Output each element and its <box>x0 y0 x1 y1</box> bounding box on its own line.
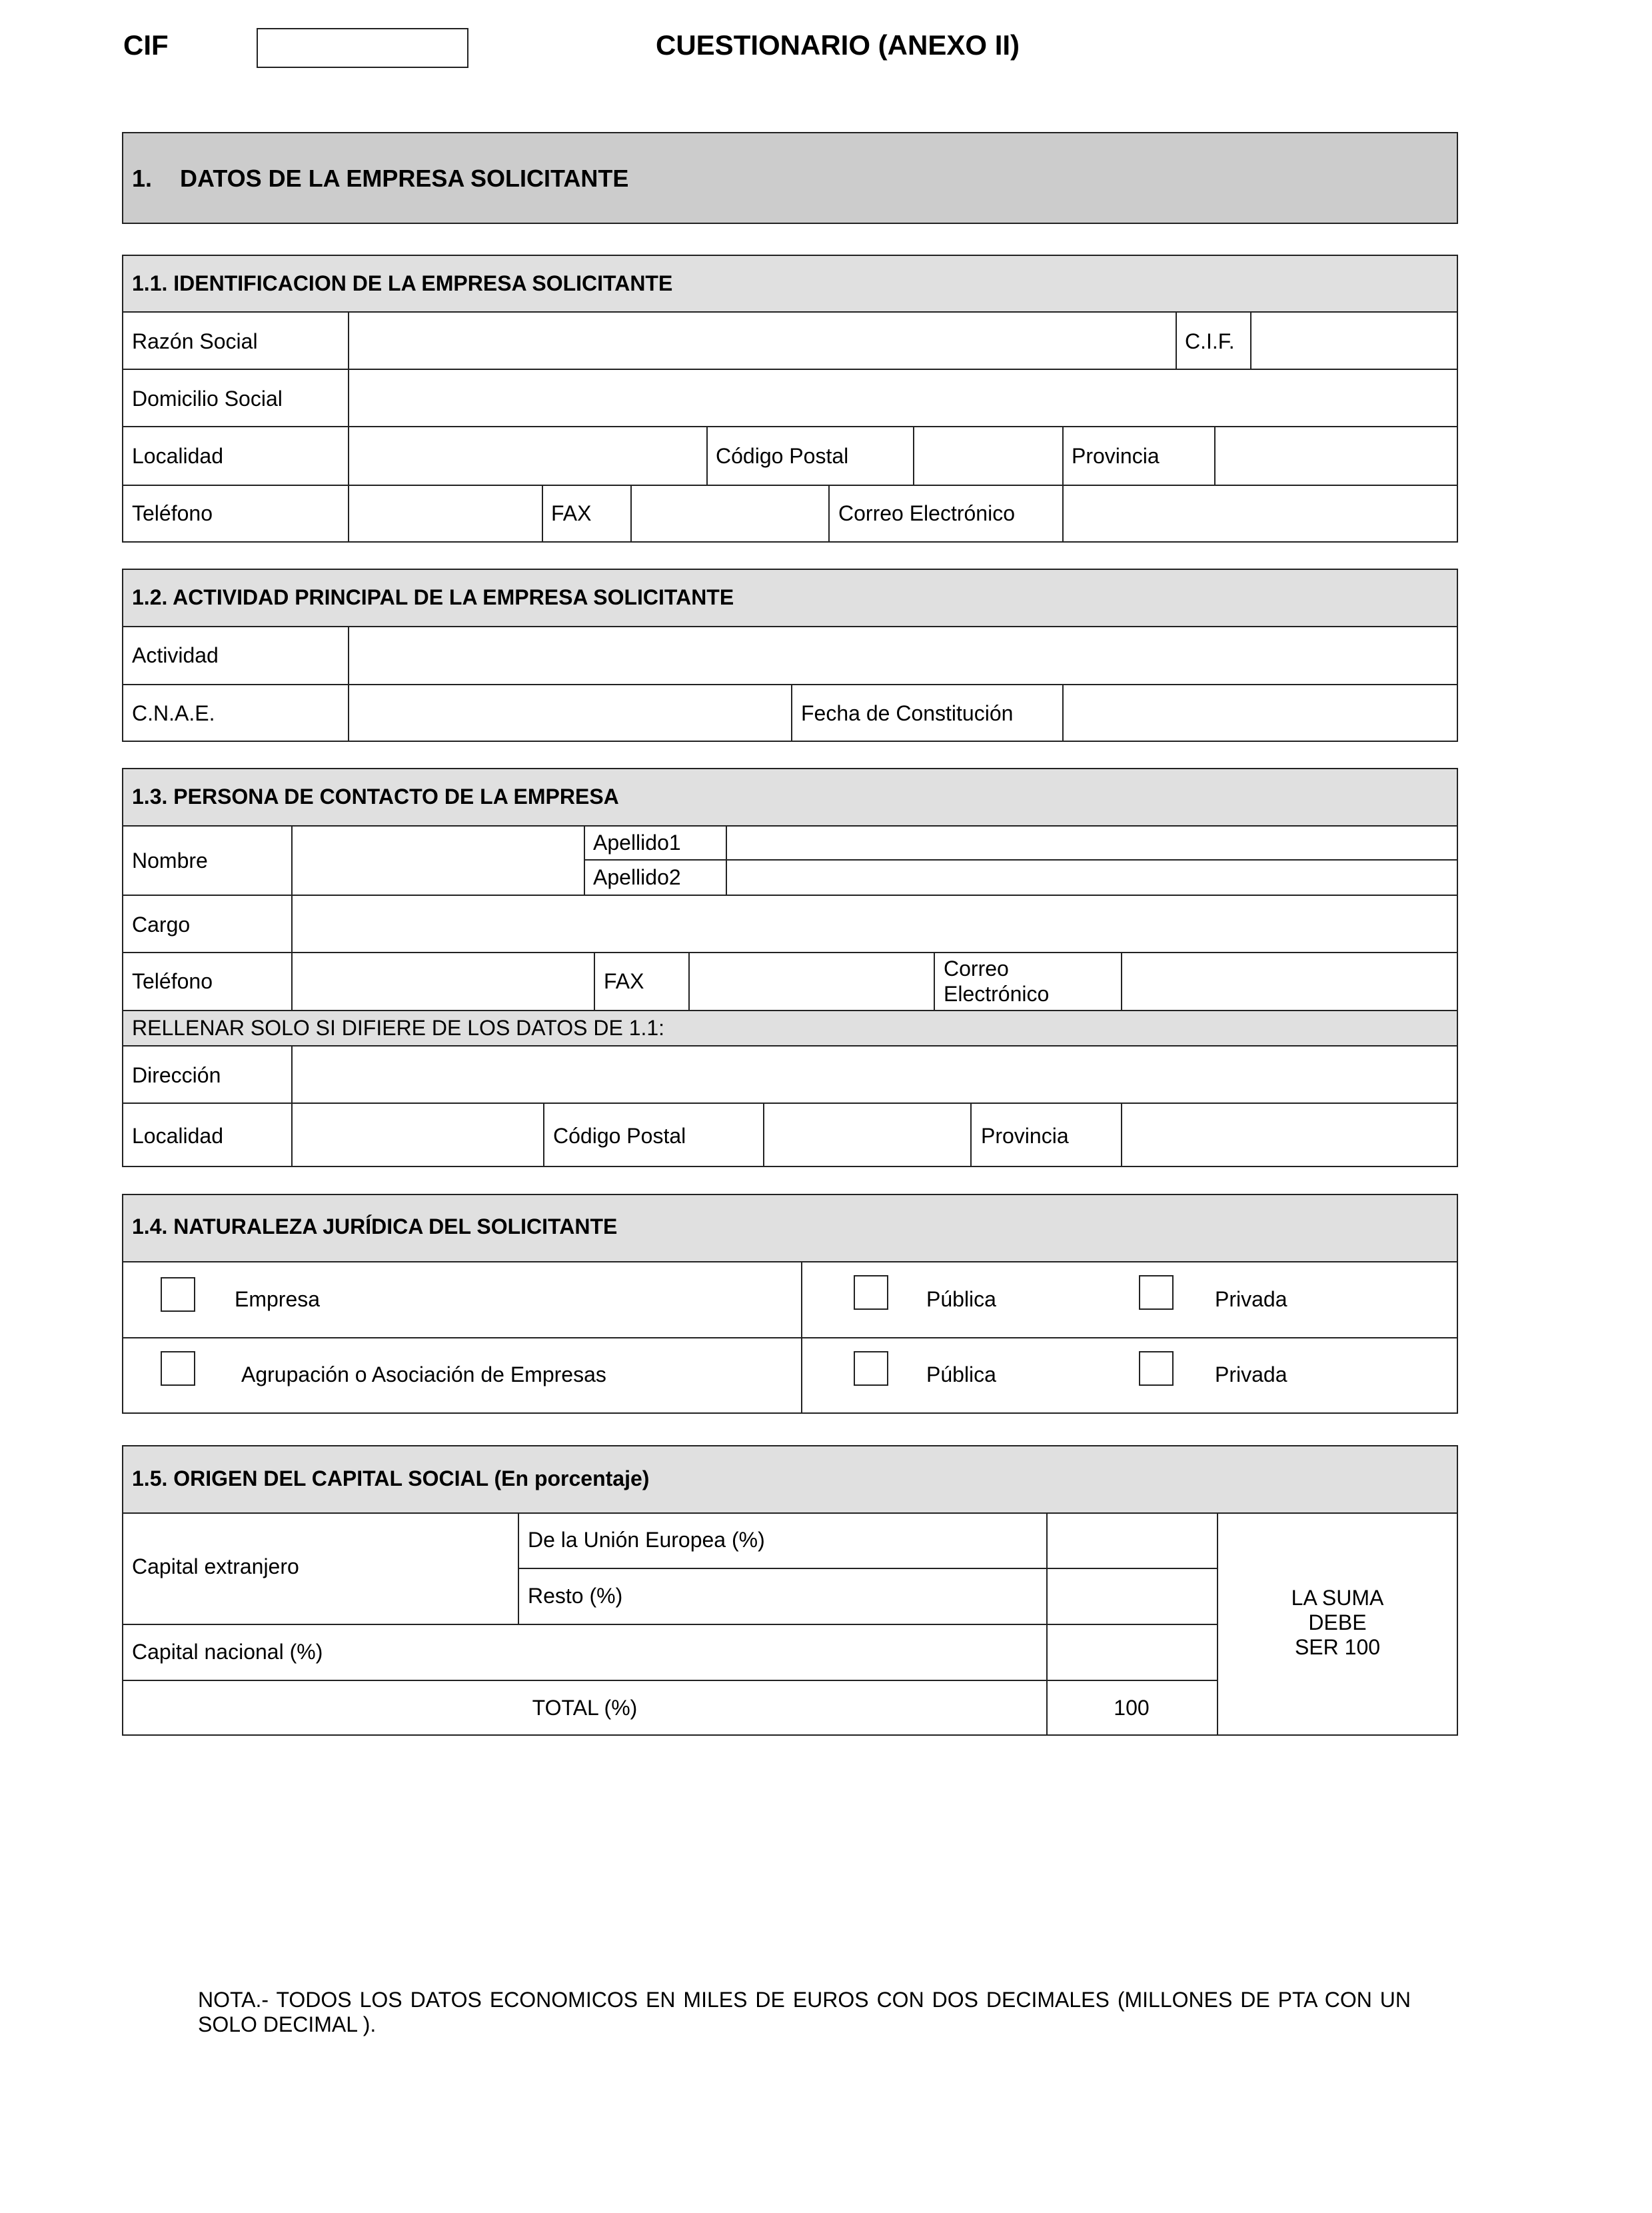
resto-input[interactable] <box>1048 1569 1216 1622</box>
contacto-correo-input[interactable] <box>1122 953 1457 1009</box>
suma-note-line1: LA SUMA <box>1291 1586 1384 1610</box>
agrupacion-label: Agrupación o Asociación de Empresas <box>241 1362 606 1386</box>
actividad-input[interactable] <box>349 627 1457 683</box>
section-1-4-title: 1.4. NATURALEZA JURÍDICA DEL SOLICITANTE <box>132 1214 618 1238</box>
telefono-label: Teléfono <box>132 501 213 525</box>
contacto-provincia-label: Provincia <box>981 1124 1069 1148</box>
nombre-label: Nombre <box>132 849 208 873</box>
correo-label: Correo Electrónico <box>838 501 1015 525</box>
section-1-2-title: 1.2. ACTIVIDAD PRINCIPAL DE LA EMPRESA SOLICITANTE <box>132 585 734 609</box>
cargo-input[interactable] <box>293 896 1457 951</box>
contacto-codigo-postal-label: Código Postal <box>553 1124 686 1148</box>
rellenar-note: RELLENAR SOLO SI DIFIERE DE LOS DATOS DE 1.1: <box>132 1016 665 1040</box>
contacto-localidad-label: Localidad <box>132 1124 223 1148</box>
suma-note-line3: SER 100 <box>1294 1635 1381 1659</box>
capital-extranjero-label: Capital extranjero <box>132 1554 299 1578</box>
contacto-correo-label-line1: Correo <box>944 957 1009 981</box>
total-label: TOTAL (%) <box>532 1696 638 1720</box>
suma-note-line2: DEBE <box>1308 1610 1367 1634</box>
total-value: 100 <box>1114 1696 1150 1720</box>
telefono-input[interactable] <box>349 486 540 541</box>
empresa-publica-label: Pública <box>926 1287 996 1311</box>
cif-input[interactable] <box>257 28 468 68</box>
cargo-label: Cargo <box>132 913 191 937</box>
provincia-input[interactable] <box>1216 427 1457 483</box>
provincia-label: Provincia <box>1072 444 1160 468</box>
cif-field-input[interactable] <box>1251 313 1457 367</box>
contacto-correo-label-line2: Electrónico <box>944 982 1050 1006</box>
correo-input[interactable] <box>1064 486 1457 541</box>
section-1-1-title: 1.1. IDENTIFICACION DE LA EMPRESA SOLICITANTE <box>132 271 673 295</box>
apellido2-input[interactable] <box>727 861 1457 893</box>
cnae-input[interactable] <box>349 685 790 741</box>
section-1-5-title: 1.5. ORIGEN DEL CAPITAL SOCIAL (En porcentaje) <box>132 1466 650 1490</box>
actividad-label: Actividad <box>132 643 219 667</box>
apellido1-input[interactable] <box>727 827 1457 858</box>
contacto-fax-label: FAX <box>604 969 644 993</box>
localidad-label: Localidad <box>132 444 223 468</box>
codigo-postal-input[interactable] <box>914 427 1061 483</box>
section-1-3-title: 1.3. PERSONA DE CONTACTO DE LA EMPRESA <box>132 785 619 809</box>
cnae-label: C.N.A.E. <box>132 701 215 725</box>
domicilio-social-input[interactable] <box>349 370 1457 425</box>
agrupacion-privada-checkbox[interactable] <box>1139 1351 1174 1386</box>
domicilio-social-label: Domicilio Social <box>132 387 283 411</box>
empresa-privada-label: Privada <box>1215 1287 1287 1311</box>
section-1-title: DATOS DE LA EMPRESA SOLICITANTE <box>180 165 629 192</box>
agrupacion-checkbox[interactable] <box>161 1351 195 1386</box>
cif-label: CIF <box>123 29 169 61</box>
union-europea-label: De la Unión Europea (%) <box>528 1528 765 1552</box>
capital-nacional-label: Capital nacional (%) <box>132 1640 323 1664</box>
apellido2-label: Apellido2 <box>593 865 681 889</box>
nombre-input[interactable] <box>293 827 582 893</box>
agrupacion-publica-label: Pública <box>926 1362 996 1386</box>
page-title: CUESTIONARIO (ANEXO II) <box>656 29 1020 61</box>
codigo-postal-label: Código Postal <box>716 444 849 468</box>
contacto-provincia-input[interactable] <box>1122 1104 1457 1166</box>
agrupacion-publica-checkbox[interactable] <box>854 1351 888 1386</box>
fecha-constitucion-label: Fecha de Constitución <box>801 701 1014 725</box>
contacto-localidad-input[interactable] <box>293 1104 542 1166</box>
union-europea-input[interactable] <box>1048 1514 1216 1566</box>
nota-line1: NOTA.- TODOS LOS DATOS ECONOMICOS EN MILES DE EUROS CON DOS DECIMALES (MILLONES DE PTA CON UN <box>198 1988 1411 2012</box>
contacto-telefono-label: Teléfono <box>132 969 213 993</box>
empresa-checkbox[interactable] <box>161 1277 195 1312</box>
agrupacion-privada-label: Privada <box>1215 1362 1287 1386</box>
fax-label: FAX <box>551 501 592 525</box>
empresa-label: Empresa <box>235 1287 321 1311</box>
fecha-constitucion-input[interactable] <box>1064 685 1457 741</box>
apellido1-label: Apellido1 <box>593 831 681 855</box>
localidad-input[interactable] <box>349 427 705 483</box>
capital-nacional-input[interactable] <box>1048 1625 1216 1678</box>
fax-input[interactable] <box>632 486 827 541</box>
direccion-input[interactable] <box>293 1047 1457 1101</box>
razon-social-label: Razón Social <box>132 329 258 353</box>
direccion-label: Dirección <box>132 1063 221 1087</box>
contacto-fax-input[interactable] <box>690 953 932 1009</box>
contacto-codigo-postal-input[interactable] <box>764 1104 969 1166</box>
cif-field-label: C.I.F. <box>1185 329 1235 353</box>
contacto-telefono-input[interactable] <box>293 953 592 1009</box>
nota-line2: SOLO DECIMAL ). <box>198 2012 377 2036</box>
empresa-privada-checkbox[interactable] <box>1139 1275 1174 1310</box>
resto-label: Resto (%) <box>528 1584 623 1608</box>
razon-social-input[interactable] <box>349 313 1174 367</box>
section-1-number: 1. <box>132 165 153 192</box>
empresa-publica-checkbox[interactable] <box>854 1275 888 1310</box>
